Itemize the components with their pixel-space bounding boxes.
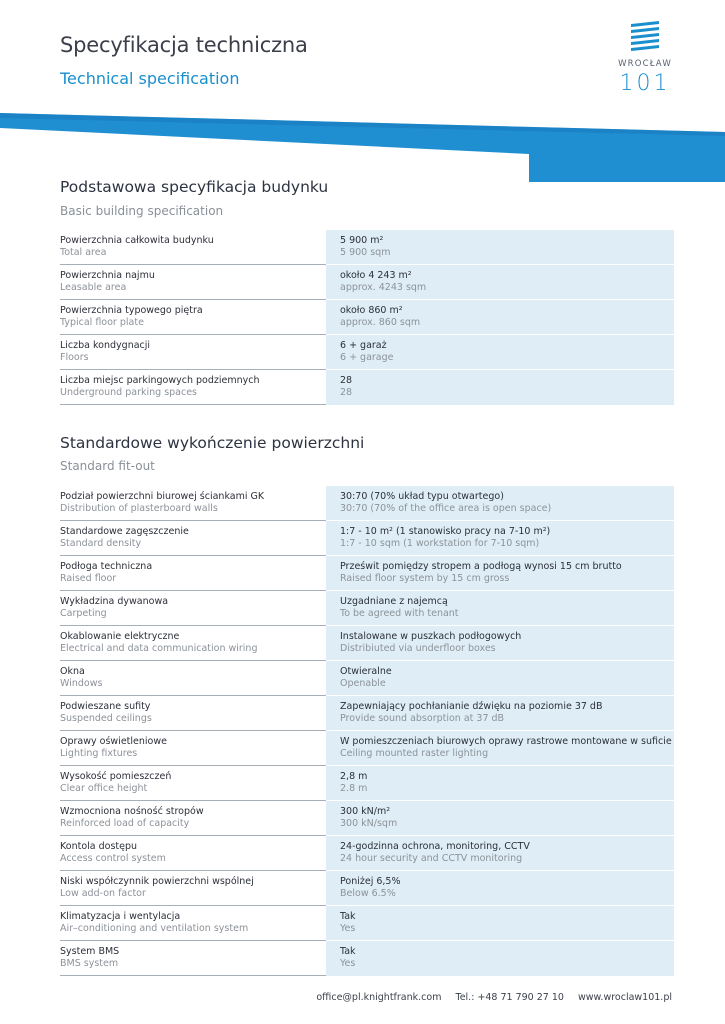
spec-value <box>326 696 674 731</box>
spec-row <box>60 300 674 335</box>
spec-value-en: Distribiuted via underfloor boxes <box>340 643 496 654</box>
spec-value <box>326 766 674 801</box>
spec-value <box>326 941 674 976</box>
footer-website[interactable]: www.wroclaw101.pl <box>577 992 672 1003</box>
spec-label <box>60 486 326 521</box>
spec-label <box>60 556 326 591</box>
decorative-band <box>0 110 725 182</box>
spec-value-pl: Otwieralne <box>340 666 392 677</box>
spec-value-pl: 6 + garaż <box>340 340 387 351</box>
spec-row <box>60 661 674 696</box>
spec-value-pl: 1:7 - 10 m² (1 stanowisko pracy na 7-10 m²) <box>340 526 551 537</box>
spec-value-pl: Uzgadniane z najemcą <box>340 596 448 607</box>
spec-value-pl: Tak <box>340 911 356 922</box>
spec-row <box>60 906 674 941</box>
spec-value-en: Yes <box>340 958 356 969</box>
spec-label-pl: Liczba kondygnacji <box>60 340 151 351</box>
spec-value <box>326 486 674 521</box>
spec-label <box>60 626 326 661</box>
spec-value-pl: 24-godzinna ochrona, monitoring, CCTV <box>340 841 530 852</box>
spec-label <box>60 766 326 801</box>
spec-label-pl: Wykładzina dywanowa <box>60 596 169 607</box>
footer-phone: Tel.: +48 71 790 27 10 <box>455 992 564 1003</box>
spec-row <box>60 731 674 766</box>
spec-value-pl: Instalowane w puszkach podłogowych <box>340 631 522 642</box>
spec-label <box>60 335 326 370</box>
spec-label-pl: Powierzchnia całkowita budynku <box>60 235 214 246</box>
spec-row <box>60 230 674 265</box>
spec-value-pl: Tak <box>340 946 356 957</box>
spec-label <box>60 265 326 300</box>
spec-label-pl: Powierzchnia typowego piętra <box>60 305 203 316</box>
spec-value <box>326 370 674 405</box>
spec-value <box>326 335 674 370</box>
spec-label-pl: Podłoga techniczna <box>60 561 153 572</box>
spec-label-pl: Podwieszane sufity <box>60 701 151 712</box>
spec-row <box>60 265 674 300</box>
spec-label-pl: Standardowe zagęszczenie <box>60 526 189 537</box>
spec-label-en: Floors <box>60 352 89 363</box>
spec-label <box>60 661 326 696</box>
spec-row <box>60 696 674 731</box>
spec-label-pl: Klimatyzacja i wentylacja <box>60 911 181 922</box>
spec-row <box>60 335 674 370</box>
spec-value-pl: Poniżej 6,5% <box>340 876 401 887</box>
spec-value-pl: W pomieszczeniach biurowych oprawy rastrowe montowane w suficie <box>340 736 672 747</box>
spec-label-en: Total area <box>60 247 107 258</box>
spec-row <box>60 801 674 836</box>
spec-row <box>60 591 674 626</box>
spec-value-pl: około 860 m² <box>340 305 403 316</box>
spec-value-en: 28 <box>340 387 353 398</box>
spec-value-en: 300 kN/sqm <box>340 818 398 829</box>
spec-value-en: Yes <box>340 923 356 934</box>
spec-value-en: Below 6.5% <box>340 888 396 899</box>
spec-value-pl: Prześwit pomiędzy stropem a podłogą wynosi 15 cm brutto <box>340 561 622 572</box>
page-title: Specyfikacja techniczna <box>60 33 308 57</box>
spec-label <box>60 696 326 731</box>
spec-label-en: Low add-on factor <box>60 888 146 899</box>
spec-value-pl: 2,8 m <box>340 771 368 782</box>
spec-value <box>326 230 674 265</box>
spec-label-en: Clear office height <box>60 783 148 794</box>
spec-label-en: Raised floor <box>60 573 117 584</box>
logo-number: 101 <box>619 71 671 96</box>
spec-value <box>326 871 674 906</box>
spec-label-pl: System BMS <box>60 946 120 957</box>
spec-label <box>60 871 326 906</box>
section-fitout-title: Standardowe wykończenie powierzchni <box>60 434 365 452</box>
spec-value-pl: 30:70 (70% układ typu otwartego) <box>340 491 504 502</box>
spec-value-en: Raised floor system by 15 cm gross <box>340 573 510 584</box>
spec-label-pl: Okna <box>60 666 85 677</box>
spec-value <box>326 300 674 335</box>
spec-label-pl: Liczba miejsc parkingowych podziemnych <box>60 375 260 386</box>
spec-row <box>60 836 674 871</box>
spec-value <box>326 661 674 696</box>
spec-row <box>60 556 674 591</box>
spec-value-en: Openable <box>340 678 386 689</box>
spec-label <box>60 300 326 335</box>
spec-label-en: Typical floor plate <box>60 317 144 328</box>
spec-label <box>60 731 326 766</box>
spec-value-en: approx. 860 sqm <box>340 317 421 328</box>
spec-value-pl: 28 <box>340 375 353 386</box>
spec-value-en: To be agreed with tenant <box>340 608 459 619</box>
spec-label-pl: Oprawy oświetleniowe <box>60 736 167 747</box>
spec-value <box>326 556 674 591</box>
spec-value-pl: około 4 243 m² <box>340 270 412 281</box>
spec-value <box>326 731 674 766</box>
spec-label-en: Access control system <box>60 853 166 864</box>
spec-label-en: Lighting fixtures <box>60 748 138 759</box>
spec-row <box>60 766 674 801</box>
spec-label-pl: Okablowanie elektryczne <box>60 631 180 642</box>
spec-value-en: Provide sound absorption at 37 dB <box>340 713 505 724</box>
spec-row <box>60 486 674 521</box>
spec-label <box>60 370 326 405</box>
spec-row <box>60 521 674 556</box>
spec-label-pl: Powierzchnia najmu <box>60 270 155 281</box>
spec-label-en: Suspended ceilings <box>60 713 152 724</box>
spec-label-en: Carpeting <box>60 608 107 619</box>
fitout-spec-table <box>60 486 674 976</box>
spec-value <box>326 265 674 300</box>
spec-label <box>60 906 326 941</box>
section-basic-subtitle: Basic building specification <box>60 204 224 218</box>
spec-row <box>60 871 674 906</box>
spec-label-en: Leasable area <box>60 282 127 293</box>
section-fitout-subtitle: Standard fit-out <box>60 459 155 473</box>
spec-label-en: BMS system <box>60 958 119 969</box>
spec-label <box>60 836 326 871</box>
spec-label-pl: Kontola dostępu <box>60 841 138 852</box>
spec-value-en: 5 900 sqm <box>340 247 391 258</box>
spec-label-pl: Podział powierzchni biurowej ściankami GK <box>60 491 265 502</box>
spec-label-en: Reinforced load of capacity <box>60 818 190 829</box>
spec-value <box>326 836 674 871</box>
page-subtitle: Technical specification <box>60 69 240 88</box>
footer-email[interactable]: office@pl.knightfrank.com <box>316 992 442 1003</box>
building-logo-icon <box>628 20 662 54</box>
spec-value-en: 2.8 m <box>340 783 368 794</box>
spec-row <box>60 370 674 405</box>
spec-label-en: Air–conditioning and ventilation system <box>60 923 249 934</box>
spec-value-en: Ceiling mounted raster lighting <box>340 748 489 759</box>
spec-value-pl: Zapewniający pochłanianie dźwięku na poziomie 37 dB <box>340 701 603 712</box>
spec-label-en: Standard density <box>60 538 142 549</box>
spec-value <box>326 801 674 836</box>
section-basic-title: Podstawowa specyfikacja budynku <box>60 178 329 196</box>
spec-label <box>60 521 326 556</box>
spec-row <box>60 941 674 976</box>
spec-value-en: 1:7 - 10 sqm (1 workstation for 7-10 sqm) <box>340 538 540 549</box>
spec-value <box>326 521 674 556</box>
spec-value <box>326 906 674 941</box>
spec-label-pl: Wzmocniona nośność stropów <box>60 806 204 817</box>
spec-label-en: Windows <box>60 678 103 689</box>
spec-label <box>60 941 326 976</box>
spec-value-en: 30:70 (70% of the office area is open space) <box>340 503 552 514</box>
spec-label-en: Distribution of plasterboard walls <box>60 503 218 514</box>
spec-label <box>60 591 326 626</box>
brand-logo <box>615 20 675 106</box>
spec-label <box>60 230 326 265</box>
spec-row <box>60 626 674 661</box>
spec-label <box>60 801 326 836</box>
spec-value-pl: 5 900 m² <box>340 235 384 246</box>
spec-label-en: Underground parking spaces <box>60 387 198 398</box>
spec-value-pl: 300 kN/m² <box>340 806 391 817</box>
spec-value-en: approx. 4243 sqm <box>340 282 427 293</box>
basic-spec-table <box>60 230 674 405</box>
spec-label-en: Electrical and data communication wiring <box>60 643 258 654</box>
logo-city: WROCŁAW <box>618 59 672 69</box>
spec-label-pl: Niski współczynnik powierzchni wspólnej <box>60 876 254 887</box>
spec-value-en: 6 + garage <box>340 352 394 363</box>
spec-value <box>326 626 674 661</box>
spec-value-en: 24 hour security and CCTV monitoring <box>340 853 523 864</box>
spec-label-pl: Wysokość pomieszczeń <box>60 771 172 782</box>
spec-value <box>326 591 674 626</box>
footer <box>305 992 672 1003</box>
